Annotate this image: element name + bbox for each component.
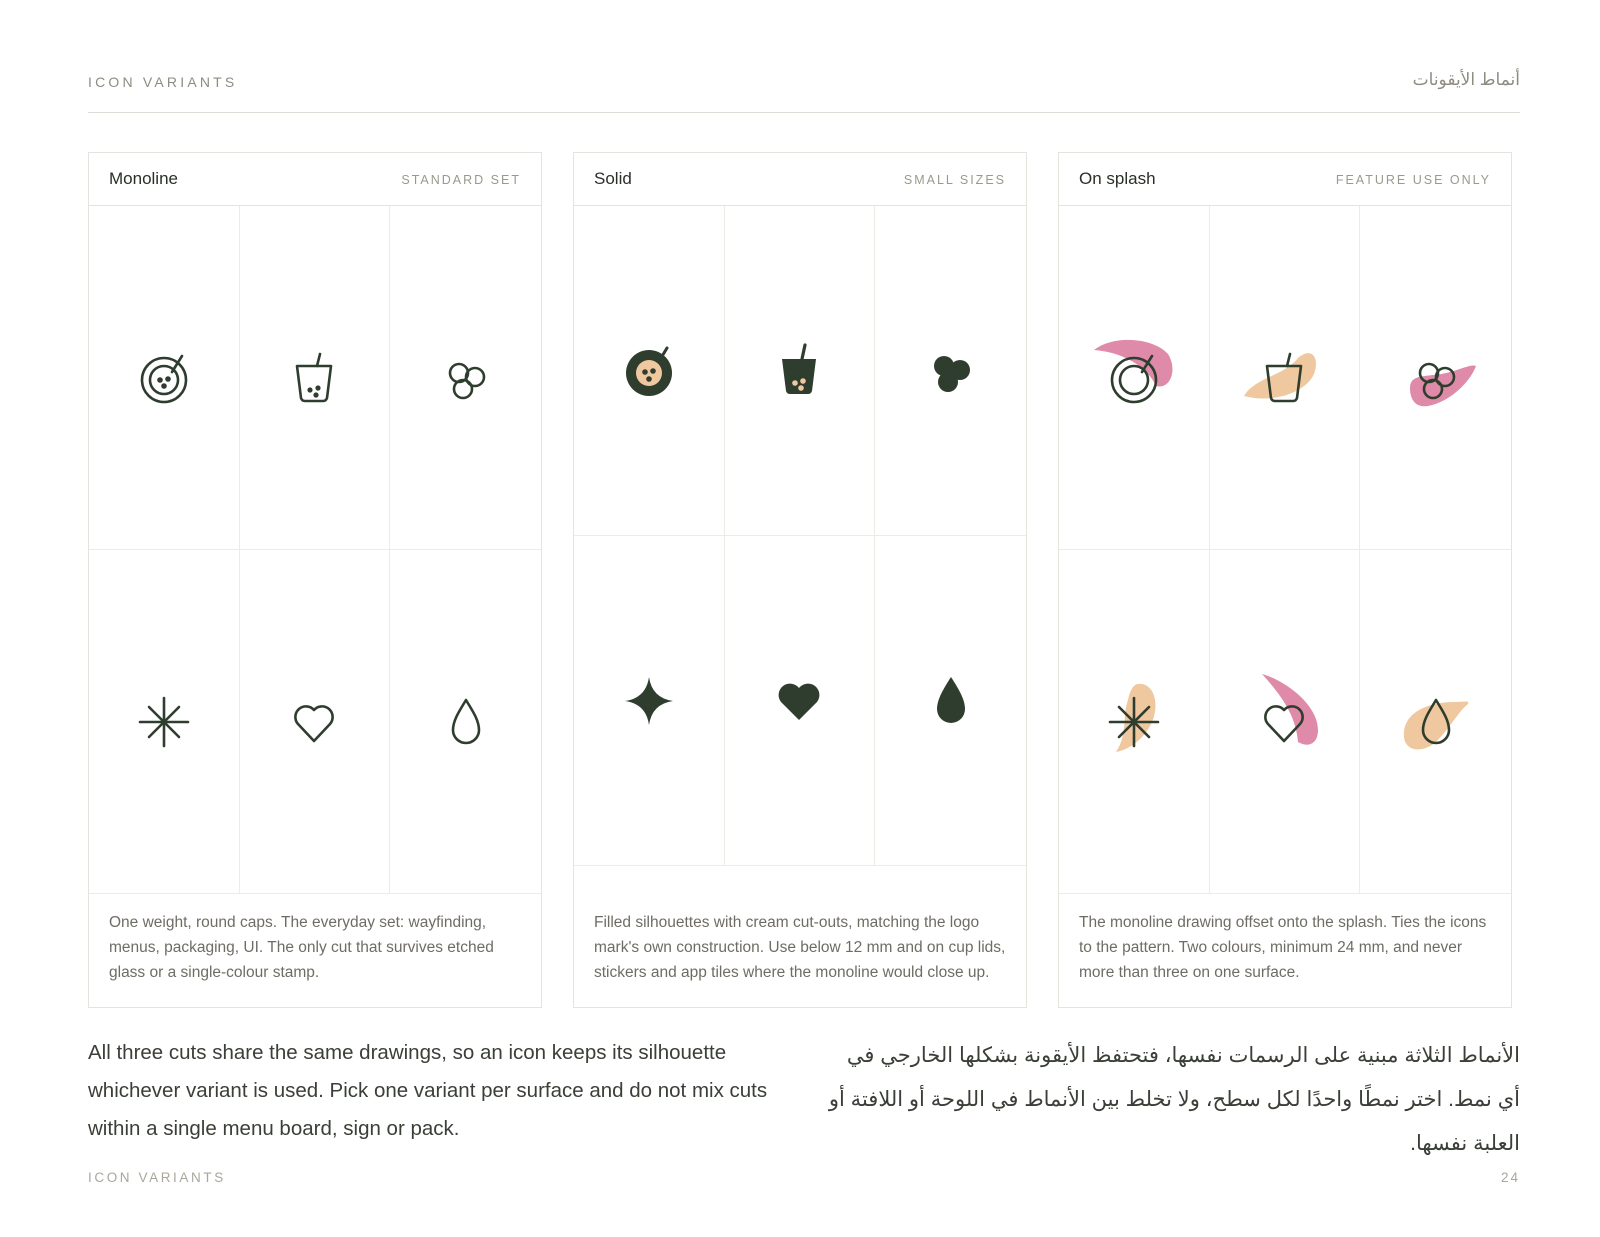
icon-cell xyxy=(1210,206,1361,550)
pearls-cluster-icon xyxy=(436,348,496,408)
panel-header xyxy=(1059,153,1511,206)
heart-icon xyxy=(284,692,344,752)
panel-solid xyxy=(573,152,1027,1008)
icon-cell xyxy=(240,206,391,550)
drop-icon xyxy=(1406,692,1466,752)
sparkle-icon xyxy=(1104,692,1164,752)
heart-icon xyxy=(769,671,829,731)
bubble-tea-pearl-icon xyxy=(1104,348,1164,408)
cup-icon xyxy=(1254,348,1314,408)
panel-monoline xyxy=(88,152,542,1008)
panel-title: Monoline xyxy=(109,169,178,188)
icon-grid xyxy=(574,206,1026,866)
panel-tag: STANDARD SET xyxy=(401,173,521,187)
page-header xyxy=(88,66,1520,113)
panel-title: Solid xyxy=(594,169,632,188)
icon-cell xyxy=(240,550,391,894)
icon-cell xyxy=(875,536,1026,866)
icon-cell xyxy=(1360,550,1511,894)
body-text-english: All three cuts share the same drawings, so an icon keeps its silhouette whichever variant is used. Pick one variant per surface and do not mix cuts within a single menu board, sign or pack. xyxy=(88,1041,768,1140)
panel-tag: FEATURE USE ONLY xyxy=(1335,173,1491,187)
drop-icon xyxy=(921,671,981,731)
pearls-cluster-icon xyxy=(1406,348,1466,408)
panel-description: Filled silhouettes with cream cut-outs, matching the logo mark's own construction. Use below 12 mm and on cup lids, stickers and app tiles where the monoline would close up. xyxy=(594,914,1006,981)
drop-icon xyxy=(436,692,496,752)
heart-icon xyxy=(1254,692,1314,752)
icon-grid xyxy=(1059,206,1511,894)
panel-header xyxy=(574,153,1026,206)
section-title-arabic: أنماط الأيقونات xyxy=(1412,70,1520,89)
cup-icon xyxy=(769,341,829,401)
icon-cell xyxy=(725,536,876,866)
icon-cell xyxy=(725,206,876,536)
icon-cell xyxy=(390,550,541,894)
cup-icon xyxy=(284,348,344,408)
section-title: ICON VARIANTS xyxy=(88,74,238,90)
panel-header xyxy=(89,153,541,206)
panel-description: The monoline drawing offset onto the splash. Ties the icons to the pattern. Two colours, minimum 24 mm, and never more than three on one surface. xyxy=(1079,914,1487,981)
panel-title: On splash xyxy=(1079,169,1156,188)
icon-cell xyxy=(1059,550,1210,894)
icon-cell xyxy=(875,206,1026,536)
bubble-tea-pearl-icon xyxy=(134,348,194,408)
panel-tag: SMALL SIZES xyxy=(903,173,1006,187)
sparkle-icon xyxy=(619,671,679,731)
icon-cell xyxy=(574,536,725,866)
icon-cell xyxy=(390,206,541,550)
bubble-tea-pearl-icon xyxy=(619,341,679,401)
icon-cell xyxy=(89,206,240,550)
footer-section-label: ICON VARIANTS xyxy=(88,1170,226,1185)
panel-description: One weight, round caps. The everyday set: wayfinding, menus, packaging, UI. The only cut that survives etched glass or a single-colour stamp. xyxy=(109,914,494,981)
pearls-cluster-icon xyxy=(921,341,981,401)
icon-cell xyxy=(1059,206,1210,550)
icon-cell xyxy=(1360,206,1511,550)
panel-on-splash xyxy=(1058,152,1512,1008)
icon-cell xyxy=(574,206,725,536)
icon-cell xyxy=(89,550,240,894)
icon-cell xyxy=(1210,550,1361,894)
body-text-arabic: الأنماط الثلاثة مبنية على الرسمات نفسها، فتحتفظ الأيقونة بشكلها الخارجي في أي نمط. اختر نمطًا واحدًا لكل سطح، ولا تخلط بين الأنماط في اللوحة أو اللافتة أو العلبة نفسها. xyxy=(828,1044,1520,1155)
icon-grid xyxy=(89,206,541,894)
page-number: 24 xyxy=(1500,1170,1520,1185)
sparkle-icon xyxy=(134,692,194,752)
